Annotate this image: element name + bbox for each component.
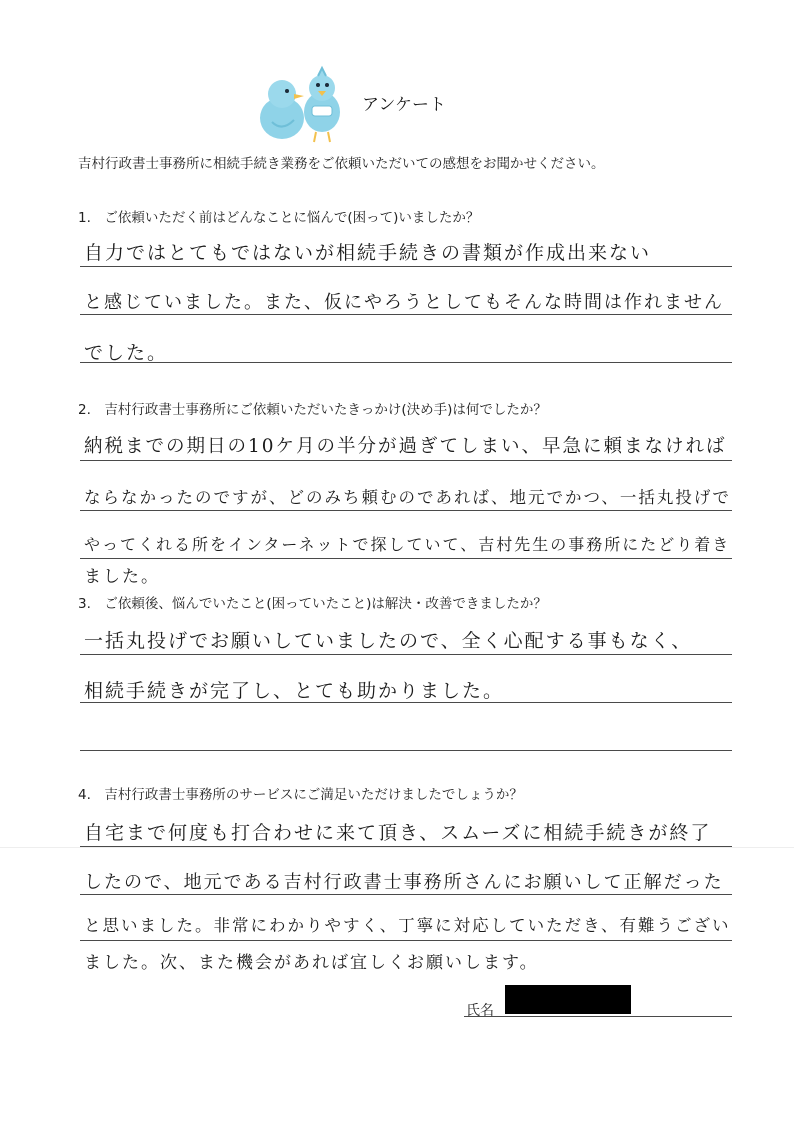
name-redaction	[505, 985, 631, 1014]
answer-4-line-1: 自宅まで何度も打合わせに来て頂き、スムーズに相続手続きが終了	[84, 822, 712, 844]
answer-2-rule-1	[80, 460, 732, 461]
page-title: アンケート	[362, 95, 446, 115]
question-4-label: 4. 吉村行政書士事務所のサービスにご満足いただけましたでしょうか？	[78, 787, 523, 803]
bird-mascot-icon	[252, 62, 348, 146]
answer-1-line-1: 自力ではとてもではないが相続手続きの書類が作成出来ない	[84, 242, 652, 264]
answer-4-rule-2	[80, 894, 732, 895]
answer-1-rule-2	[80, 314, 732, 315]
answer-3-line-1: 一括丸投げでお願いしていましたので、全く心配する事もなく、	[84, 630, 693, 652]
answer-4-line-4: ました。次、また機会があれば宜しくお願いします。	[84, 953, 539, 973]
name-rule	[464, 1016, 732, 1017]
answer-2-rule-3	[80, 558, 732, 559]
answer-3-rule-2	[80, 702, 732, 703]
answer-1-line-2: と感じていました。また、仮にやろうとしてもそんな時間は作れません	[84, 292, 724, 313]
answer-1-rule-1	[80, 266, 732, 267]
answer-2-line-4: ました。	[84, 567, 160, 587]
question-2-label: 2. 吉村行政書士事務所にご依頼いただいたきっかけ(決め手)は何でしたか？	[78, 402, 547, 418]
fold-mark	[0, 847, 794, 848]
answer-2-line-2: ならなかったのですが、どのみち頼むのであれば、地元でかつ、一括丸投げで	[84, 488, 731, 507]
answer-3-rule-3	[80, 750, 732, 751]
intro-text: 吉村行政書士事務所に相続手続き業務をご依頼いただいての感想をお聞かせください。	[78, 156, 605, 172]
answer-1-rule-3	[80, 362, 732, 363]
answer-1-line-3: でした。	[84, 342, 169, 364]
answer-2-rule-2	[80, 510, 732, 511]
answer-2-line-1: 納税までの期日の10ケ月の半分が過ぎてしまい、早急に頼まなければ	[84, 436, 727, 457]
answer-4-line-3: と思いました。非常にわかりやすく、丁寧に対応していただき、有難うござい	[84, 916, 731, 935]
name-label: 氏名	[466, 1003, 494, 1019]
question-1-label: 1. ご依頼いただく前はどんなことに悩んで(困って)いましたか？	[78, 210, 480, 226]
answer-3-rule-1	[80, 654, 732, 655]
answer-3-line-2: 相続手続きが完了し、とても助かりました。	[84, 680, 505, 702]
answer-2-line-3: やってくれる所をインターネットで探していて、吉村先生の事務所にたどり着き	[84, 535, 731, 554]
question-3-label: 3. ご依頼後、悩んでいたこと(困っていたこと)は解決・改善できましたか？	[78, 596, 547, 612]
answer-4-rule-3	[80, 940, 732, 941]
answer-4-line-2: したので、地元である吉村行政書士事務所さんにお願いして正解だった	[84, 872, 724, 893]
